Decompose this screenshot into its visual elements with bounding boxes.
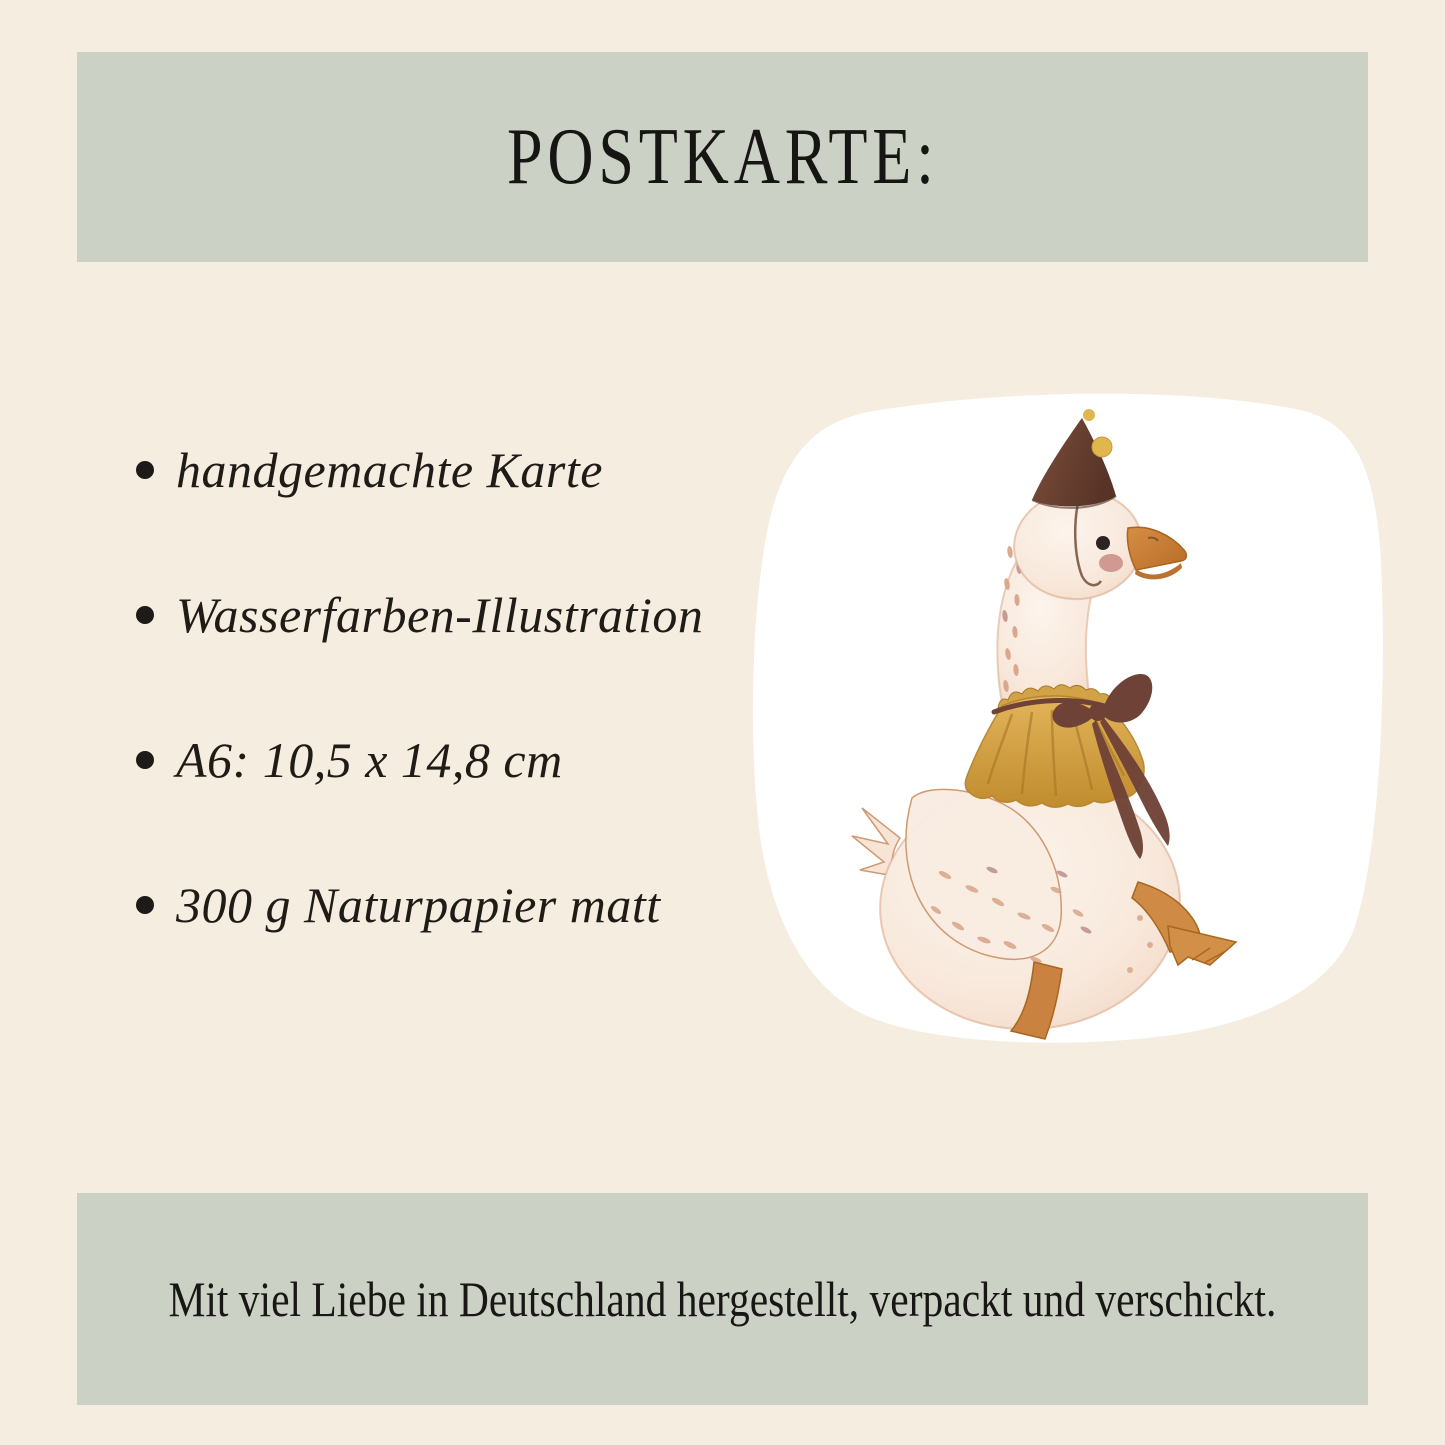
list-item [136,583,703,647]
cheek [1099,554,1123,572]
product-details-list [136,438,703,937]
list-item-label: 300 g Naturpapier matt [176,877,661,933]
top-banner [77,52,1368,262]
bullet-icon [136,751,154,769]
list-item [136,873,703,937]
list-item-label: handgemachte Karte [176,442,603,498]
bullet-icon [136,461,154,479]
list-item-label: Wasserfarben-Illustration [176,587,704,643]
page-title: POSTKARTE: [506,112,939,201]
list-item-label: A6: 10,5 x 14,8 cm [176,732,563,788]
bottom-banner [77,1193,1368,1405]
pom-pom-small [1083,409,1095,421]
eye [1096,536,1110,550]
list-item [136,728,703,792]
list-item [136,438,703,502]
goose-illustration [740,370,1400,1080]
bullet-icon [136,896,154,914]
pom-pom-large [1092,437,1112,457]
bullet-icon [136,606,154,624]
bottom-caption: Mit viel Liebe in Deutschland hergestellt, verpackt und verschickt. [168,1271,1277,1327]
